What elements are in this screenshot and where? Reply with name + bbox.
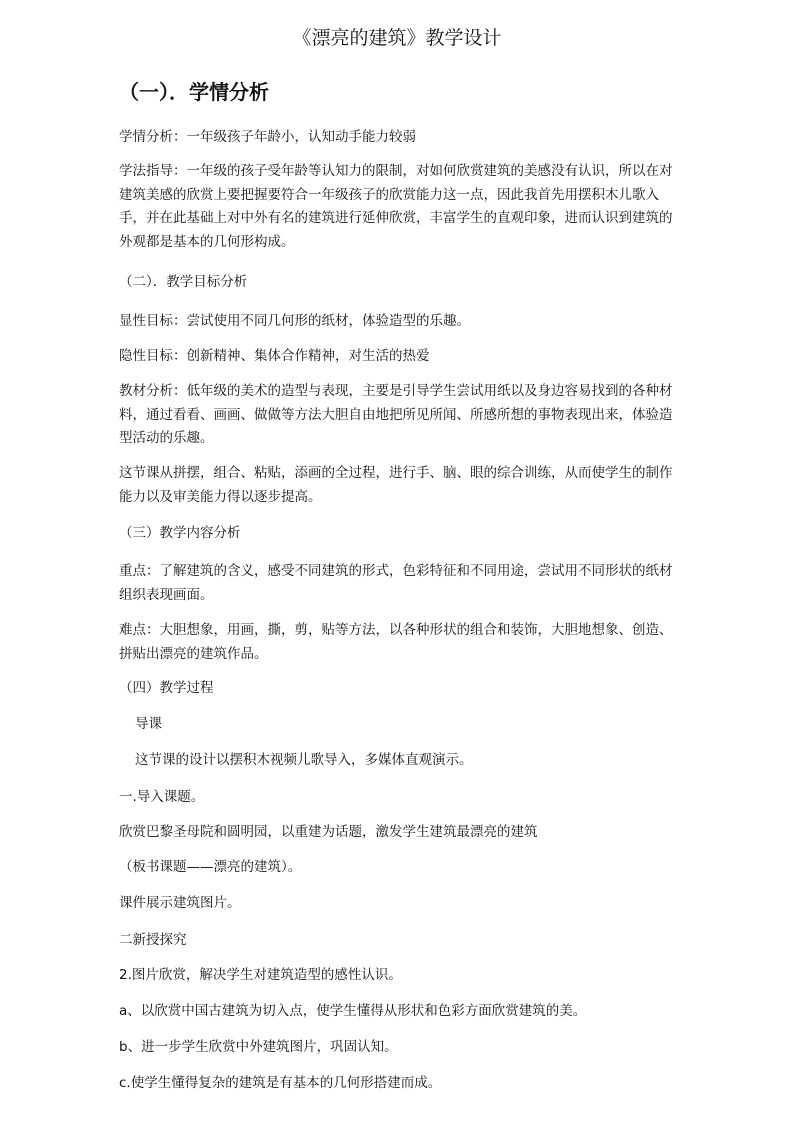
learning-analysis-paragraph: 学情分析：一年级孩子年龄小，认知动手能力较弱 (119, 129, 416, 145)
intro-label: 导课 (135, 716, 162, 732)
step2-1: 2.图片欣赏，解决学生对建筑造型的感性认识。 (119, 967, 402, 983)
lesson-summary-paragraph: 这节课从拼摆，组合、粘贴，添画的全过程，进行手、脑、眼的综合训练，从而使学生的制作能力以及审美能力得以逐步提高。 (119, 465, 673, 505)
implicit-goal-paragraph: 隐性目标：创新精神、集体合作精神，对生活的热爱 (119, 348, 430, 364)
step2-heading: 二新授探究 (119, 932, 187, 948)
step2-a: a、以欣赏中国古建筑为切入点，使学生懂得从形状和色彩方面欣赏建筑的美。 (119, 1003, 587, 1019)
step1-show: 课件展示建筑图片。 (119, 895, 241, 911)
key-point-paragraph: 重点：了解建筑的含义，感受不同建筑的形式，色彩特征和不同用途，尝试用不同形状的纸材组织表现画面。 (119, 563, 673, 603)
document-title: 《漂亮的建筑》教学设计 (292, 27, 502, 49)
step1-heading: 一.导入课题。 (119, 789, 205, 805)
explicit-goal-paragraph: 显性目标：尝试使用不同几何形的纸材，体验造型的乐趣。 (119, 313, 470, 329)
section4-heading: （四）教学过程 (119, 680, 214, 696)
step2-b: b、进一步学生欣赏中外建筑图片，巩固认知。 (119, 1039, 398, 1055)
step2-c: c.使学生懂得复杂的建筑是有基本的几何形搭建而成。 (119, 1075, 442, 1091)
material-analysis-paragraph: 教材分析：低年级的美术的造型与表现，主要是引导学生尝试用纸以及身边容易找到的各种材料，通过看看、画画、做做等方法大胆自由地把所见所闻、所感所想的事物表现出来，体验造型活动的乐趣。 (119, 383, 673, 446)
section1-heading: （一）．学情分析 (119, 80, 269, 104)
step1-board: （板书课题——漂亮的建筑）。 (119, 859, 302, 875)
section2-heading: （二）．教学目标分析 (119, 274, 248, 290)
section3-heading: （三）教学内容分析 (119, 525, 241, 541)
learning-method-paragraph: 学法指导：一年级的孩子受年龄等认知力的限制，对如何欣赏建筑的美感没有认识，所以在对建筑美感的欣赏上要把握要符合一年级孩子的欣赏能力这一点，因此我首先用摆积木儿歌入手，并在此基础上对中外有名的建筑进行延伸欣赏，丰富学生的直观印象，进而认识到建筑的外观都是基本的几何形构成。 (119, 163, 673, 250)
intro-text: 这节课的设计以摆积木视频儿歌导入，多媒体直观演示。 (135, 752, 473, 768)
step1-text: 欣赏巴黎圣母院和圆明园，以重建为话题，激发学生建筑最漂亮的建筑 (119, 824, 538, 840)
difficult-point-paragraph: 难点：大胆想象，用画，撕，剪，贴等方法，以各种形状的组合和装饰，大胆地想象、创造、拼贴出漂亮的建筑作品。 (119, 622, 673, 662)
